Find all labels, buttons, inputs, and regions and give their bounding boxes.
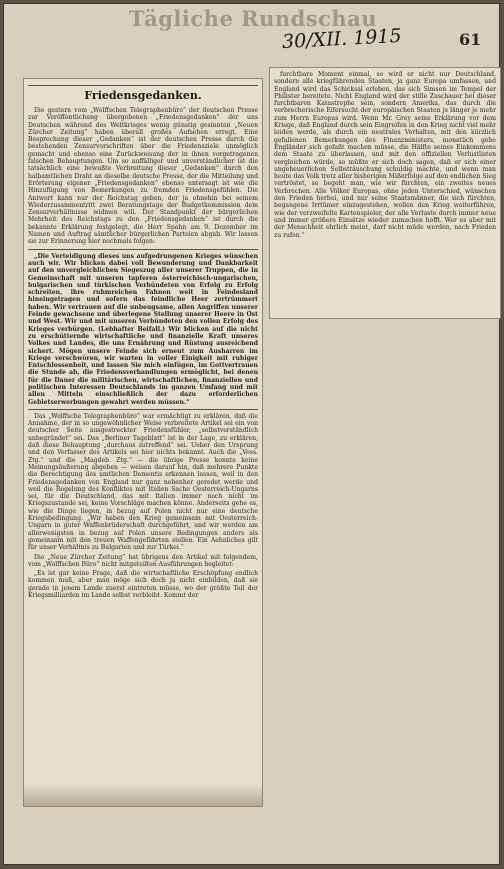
paper-stain: [24, 784, 262, 806]
article-paragraph: Das „Wolffsche Telegraphenbüro“ war ermächtigt zu erklären, daß die Annahme, der in so ungewöhnlicher Weise verbreitete Artikel sei ein von deutscher Seite ausgestreckter Friedensfühler, „selbstverständlich unbegründet“ sei. Das „Berliner Tageblatt“ ist in der Lage, zu erklären, daß diese Behauptung „durchaus zutreffend“ sei. Ueber den Ursprung und den Verfasser des Artikels sei hier nichts bekannt. Auch die „Voss. Ztg.“ und die „Magdeb. Ztg.“ — die übrige Presse konnte keine Meinungsäußerung abgeben — weisen darauf hin, daß mehrere Punkte die Berechtigung des amtlichen Dementis erkennen lassen, weil in den Friedensgedanken von England nur ganz nebenher geredet werde und weil die Regelung des Konfliktes mit Italien Sache Oesterreich-Ungarns sei, für die Deutschland, das mit Italien immer noch nicht im Kriegszustande sei, keine Vorschläge machen könne. Anderseits gehe es, wie die Dinge liegen, in bezug auf Polen nicht nur eine deutsche Kriegsbedingung. „Wir haben den Krieg gemeinsam mit Oesterreich-Ungarn in guter Waffenbrüderschaft durchgeführt, und wir werden am allerwenigsten in bezug auf Polen unsere Bedingungen anders als gemeinsam mit den treuen Waffengefährten stellen. Ein Aehnliches gilt für unser Verhältnis zu Bulgarien und zur Türkei.“: [28, 412, 258, 552]
article-clipping-right: [270, 68, 500, 318]
article-clipping-left: [24, 79, 262, 806]
article-paragraph: „Es ist gar keine Frage, daß die wirtschaftliche Erschöpfung endlich kommen muß, aber man möge sich doch ja nicht einbilden, daß sie gerade in jenem Lande zuerst eintreten müsse, wo der größte Teil der Kriegsmilliarden im Lande selbst verbleibt. Kommt der: [28, 570, 258, 599]
section-rule: [28, 409, 258, 410]
newspaper-masthead: Tägliche Rundschau: [129, 6, 378, 31]
section-rule: [28, 249, 258, 250]
article-paragraph: Die gestern vom „Wolffschen Telegraphenbüro“ der deutschen Presse zur Veröffentlichung übergebenen „Friedensgedanken“ der uns Deutschen während des Weltkrieges wenig günstig gesinnten „Neuen Zürcher Zeitung“ haben überall großes Aufsehen erregt. Eine Besprechung dieser „Gedanken“ ist der deutschen Presse durch die bestehenden Zensurvorschriften über die Friedensziele unmöglich gemacht und ebenso eine Zurückweisung der in ihnen vorgetragenen falschen Behauptungen. Um so auffälliger und unverständlicher ist die tatsächlich eine bewußte Verbreitung dieser „Gedanken“ durch den halbamtlichen Draht an dieselbe deutsche Presse, der die Mitteilung und Erörterung eigener „Friedensgedanken“ ebenso untersagt ist wie die Hinzufügung von Bemerkungen zu fremden Friedensgefühlen. Die Antwort kann nur der Reichstag geben, der ja ohnehin bei seinem Wiederzusammentritt zwei Beratungstage der Budgetkommission dem Zensurverhältnisse widmen will. Der Standpunkt der bürgerlichen Mehrheit des Reichstags zu den „Friedensgedanken“ ist durch die bekannte Erklärung festgelegt, die Herr Spahn am 9. Dezember im Namen und Auftrag sämtlicher bürgerlichen Parteien abgab. Wir lassen sie zur Erinnerung hier nochmals folgen:: [28, 107, 258, 246]
top-rule: [28, 85, 258, 86]
article-paragraph: Die „Neue Zürcher Zeitung“ hat übrigens den Artikel mit folgendem, vom „Wolffschen Büro“ nicht mitgeteilten Ausführungen begleitet:: [28, 553, 258, 568]
article-paragraph: furchtbare Moment einmal, so wird er nicht nur Deutschland, sondern alle kriegführenden Staaten, ja ganz Europa umfassen, und England wird das Schicksal erleben, das sich Simson im Tempel der Philister bereitete. Nicht England wird der stille Zuschauer bei dieser furchtbaren Katastrophe sein, sondern Amerika, das durch die verbrecherische Eifersucht der europäischen Staaten je länger je mehr zum Herrn Europas wird. Wenn Mr. Grey seine Erklärung vor dem Kriege, daß England durch sein Eingreifen in den Krieg nicht viel mehr leiden werde, als durch ein neutrales Verhalten, mit den kürzlich gefallenen Bemerkungen des Finanzministers, monatlich gebe Engländer sich gefaßt machen müsse, die Hälfte seines Einkommens dem Staate zu überlassen, und mit den offiziellen Verlustlisten vergleichen würde, so müßte er sich doch sagen, daß er sich einer ungeheuerlichen Selbsttäuschung schuldig machte, und wenn man heute das Volk trotz aller bisherigen Mißerfolge auf den endlichen Sieg vertröstet, so begeht man, wie wir fürchten, ein zweites neues Verbrechen. Alle Völker Europas, ohne jeden Unterschied, wünschen den Frieden herbei, und nur seine Staatsmänner, die sich fürchten, begangene Irrtümer einzugestehen, wollen den Krieg weiterführen, wie der verzweifelte Kartenspieler, der alle Verluste durch immer neue und immer größere Einsätze wieder zumachen hofft. Wer es aber mit der Menschheit ehrlich meint, darf nicht müde werden, nach Frieden zu rufen.“: [274, 71, 496, 239]
article-headline: Friedensgedanken.: [84, 89, 202, 102]
scrapbook-page: [3, 3, 500, 865]
article-paragraph: „Die Verteidigung dieses uns aufgedrungenen Krieges wünschen auch wir. Wir blicken dabei voll Bewunderung und Dankbarkeit auf den unvergleichlichen Siegeszug aller unserer Truppen, die in Gemeinschaft mit unseren tapferen österreichisch-ungarischen, bulgarischen und türkischen Verbündeten von Erfolg zu Erfolg schreiten, ihre ruhmreichen Fahnen weit in Feindesland hineingetragen und sofern das feindliche Heer zertrümmert haben. Wir vertrauen auf die unbeugsame, allen Angriffen unserer Feinde gewachsene und überlegene Stellung unserer Heere in Ost und West. Wir und mit unseren Verbündeten den vollen Erfolg des Krieges verbürgen. (Lebhafter Beifall.) Wir blicken auf die nicht zu erschütternde wirtschaftliche und finanzielle Kraft unseres Volkes und Landes, die uns Ernährung und Rüstung ausreichend sichert. Mögen unsere Feinde sich erneut zum Ausharren im Kriege verschwören, wir warten in voller Einigkeit mit ruhiger Entschlossenheit, und lassen Sie mich einfügen, im Gottvertrauen die Stunde ab, die Friedensverhandlungen ermöglicht, bei denen für die Dauer die militärischen, wirtschaftlichen, finanziellen und politischen Interessen Deutschlands im ganzen Umfang und mit allen Mitteln einschließlich der dazu erforderlichen Gebietserwerbungen gewahrt werden müssen.“: [28, 252, 258, 406]
handwritten-date: 30/XII. 1915: [281, 24, 403, 54]
page-number: 61: [459, 30, 482, 49]
